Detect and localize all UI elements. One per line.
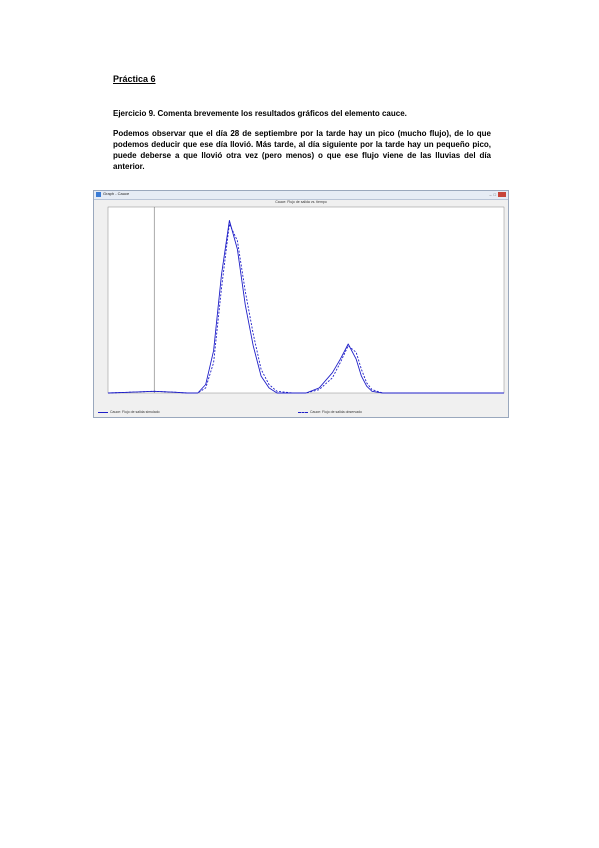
window-controls [489, 192, 506, 197]
legend-label: Cauce: Flujo de salida observado [310, 410, 362, 414]
embedded-graph-screenshot [93, 190, 509, 418]
close-icon [498, 192, 506, 197]
window-title: Graph - Cauce [103, 191, 130, 196]
chart-title: Cauce: Flujo de salida vs. tiempo [275, 200, 327, 204]
window-titlebar [94, 191, 508, 200]
minimize-icon: – [489, 192, 494, 197]
legend-label: Cauce: Flujo de salida simulado [110, 410, 160, 414]
exercise-statement: Ejercicio 9. Comenta brevemente los resultados gráficos del elemento cauce. [113, 109, 407, 118]
legend-swatch-solid [98, 412, 108, 413]
legend-entry-simulated [98, 410, 160, 414]
answer-paragraph: Podemos observar que el día 28 de septiembre por la tarde hay un pico (mucho flujo), de lo que podemos deducir que ese día llovió. Más tarde, al día siguiente por la tarde hay un pequeño pico, puede deberse a que llovió otra vez (pero menos) o que ese flujo viene de las lluvias del día anterior. [113, 129, 491, 171]
legend-entry-observed [298, 410, 362, 414]
legend-swatch-dashed [298, 412, 308, 413]
plot-area [108, 207, 504, 393]
line-chart [94, 203, 508, 409]
page-title: Práctica 6 [113, 74, 156, 84]
maximize-icon: □ [493, 192, 498, 197]
chart-legend [98, 410, 504, 417]
app-icon [96, 192, 101, 197]
